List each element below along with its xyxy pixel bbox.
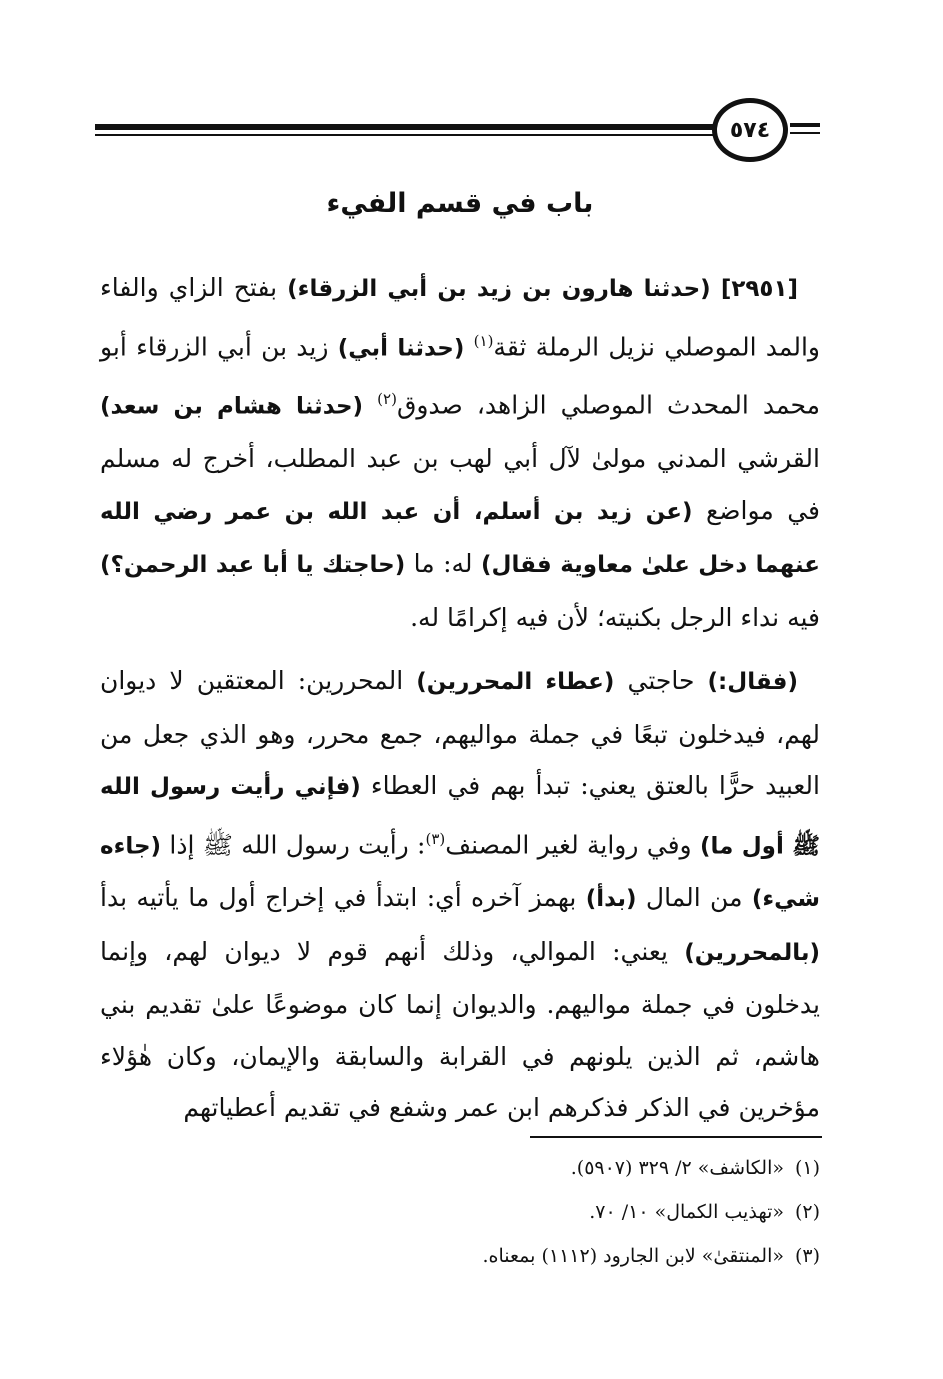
paragraph-hadith-2951 [100,262,820,643]
text-span: وفي رواية لغير المصنف [445,829,700,859]
text-span: بهمز آخره أي: ابتدأ في إخراج أول ما يأتيه بدأ [100,883,586,913]
footnote-number: (٢) [794,1201,820,1223]
bold-text: (جاءه شيء) [100,832,820,913]
bold-text: (فإني رأيت رسول الله ﷺ أول ما) [100,774,820,859]
bold-text: (حدثنا هارون بن زيد بن أبي الزرقاء) [287,276,711,302]
footnote-ref: (١) [473,331,494,350]
page-number-badge [712,98,788,162]
text-span: من المال [636,883,752,913]
text-span: حاجتي [614,666,708,696]
text-span: له: ما [405,549,481,579]
bold-text: (حاجتك يا أبا عبد الرحمن؟) [100,552,406,579]
text-span: المحررين: المعتقين لا ديوان لهم، فيدخلون تبعًا في جملة مواليهم، جمع محرر، وهو الذي جعل من العبيد حرًّا بالعتق يعني: تبدأ بهم في العطاء [100,666,820,801]
bold-text: (بالمحررين) [684,939,820,966]
text-span: : رأيت رسول الله ﷺ إذا [161,829,426,859]
header-rule-right [790,123,820,127]
footnotes [100,1146,820,1278]
footnote-item [100,1146,820,1190]
bold-text: (عن زيد بن أسلم، أن عبد الله بن عمر رضي الله عنهما دخل علىٰ معاوية فقال) [100,498,821,579]
bold-text: (حدثنا أبي) [337,334,465,361]
main-text [100,262,820,1146]
header-rule-thin [95,134,720,136]
footnote-number: (٣) [794,1245,820,1267]
footnote-ref: (٢) [377,390,397,409]
bold-text: (بدأ) [585,886,637,913]
footnote-item [100,1234,820,1278]
footnote-ref: (٣) [425,829,446,848]
page-number: ٥٧٤ [729,117,771,143]
text-span: يعني: الموالي، وذلك أنهم قوم لا ديوان لهم، وإنما يدخلون في جملة مواليهم. والديوان إنما كان موضوعًا علىٰ تقديم بني هاشم، ثم الذين يلونهم في القرابة والسابقة والإيمان، وكان هٰؤلاء مؤخرين في الذكر فذكرهم ابن عمر وشفع في تقديم أعطياتهم [100,936,820,1123]
text-span: بفتح الزاي والفاء والمد الموصلي نزيل الرملة ثقة [100,273,820,361]
paragraph-commentary [100,655,820,1134]
footnote-text: «تهذيب الكمال» ١٠/ ٧٠. [589,1201,784,1223]
text-span: فيه نداء الرجل بكنيته؛ لأن فيه إكرامًا له. [410,602,820,632]
text-span [711,273,721,302]
footnote-separator [530,1136,822,1138]
footnote-item [100,1190,820,1234]
text-span [464,332,473,361]
footnote-number: (١) [794,1157,820,1179]
text-span: القرشي المدني مولىٰ لآل أبي لهب بن عبد المطلب، أخرج له مسلم في مواضع [100,444,821,525]
footnote-text: «المنتقىٰ» لابن الجارود (١١١٢) بمعناه. [482,1245,784,1267]
bold-text: (عطاء المحررين) [416,669,615,696]
bold-text: (فقال:) [707,669,798,696]
footnote-text: «الكاشف» ٢/ ٣٢٩ (٥٩٠٧). [570,1157,784,1179]
bold-text: (حدثنا هشام بن سعد) [100,393,364,420]
page-header [0,0,943,180]
chapter-title: باب في قسم الفيء [326,188,594,219]
hadith-number: [٢٩٥١] [720,276,798,302]
header-rule-thick [95,124,720,130]
text-span [363,391,377,420]
header-rule-right-thin [790,132,820,134]
text-span: زيد بن أبي الزرقاء أبو محمد المحدث الموصلي الزاهد، صدوق [100,331,820,420]
